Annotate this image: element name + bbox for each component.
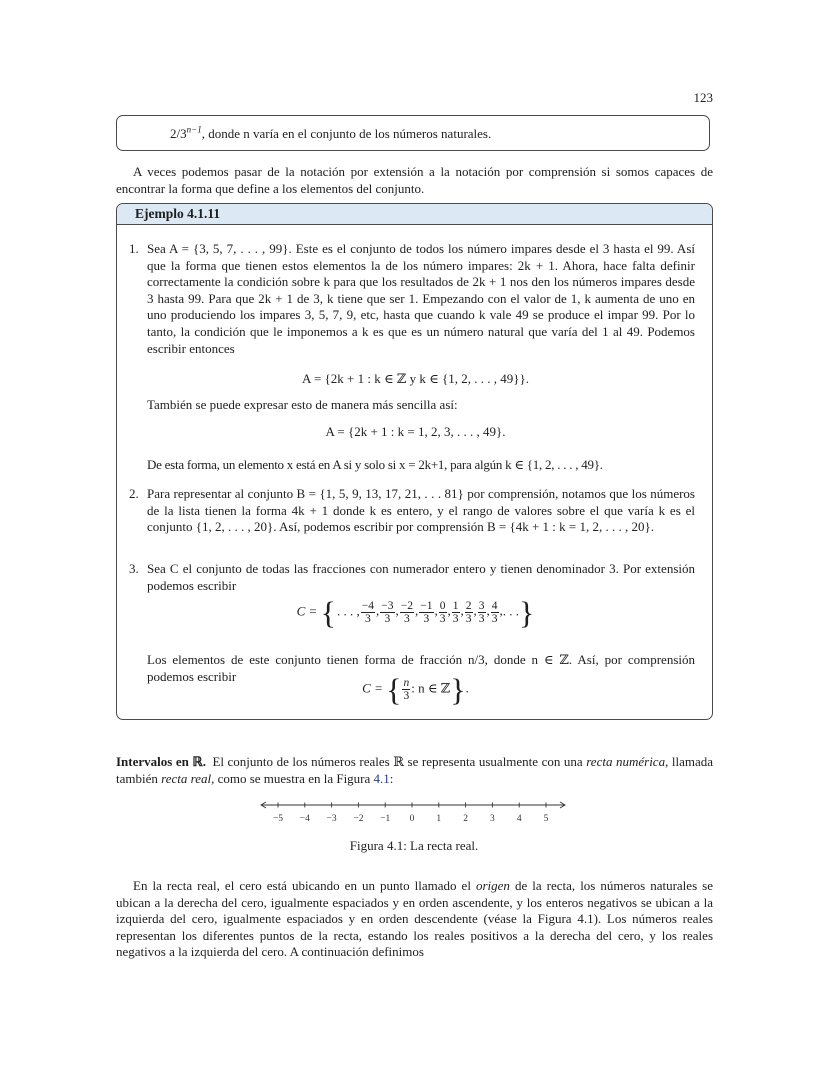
item-1-text-3: De esta forma, un elemento x está en A si y solo si x = 2k+1, para algún k ∈ {1, 2, . . . , 49}.	[147, 457, 603, 472]
example-item-2	[129, 486, 695, 536]
item-1-equation-1: A = {2k + 1 : k ∈ ℤ y k ∈ {1, 2, . . . , 49}}.	[302, 371, 529, 386]
page-number: 123	[693, 90, 713, 105]
fraction: $\frac{1}{3}$	[452, 600, 459, 625]
item-number: 3.	[129, 561, 139, 576]
item-3-text: Sea C el conjunto de todas las fracciones con numerador entero y tienen denominador 3. Por extensión podemos escribir	[147, 561, 695, 593]
item-2-text: Para representar al conjunto B = {1, 5, 9, 13, 17, 21, . . . 81} por comprensión, notamos que los números de la lista tienen la forma 4k + 1 donde k es entero, y el rango de valores sobre el que varía k es el conjunto {1, 2, . . . , 20}. Así, podemos escribir por comprensión B = {4k + 1 : k = 1, 2, . . . , 20}.	[147, 486, 695, 535]
item-number: 2.	[129, 486, 139, 501]
fraction: $\frac{-3}{3}$	[381, 600, 394, 625]
fraction: $\frac{0}{3}$	[439, 600, 446, 625]
term-recta-real: recta real	[161, 770, 212, 786]
intro-paragraph: A veces podemos pasar de la notación por extensión a la notación por comprensión si somos capaces de encontrar la forma que define a los elementos del conjunto.	[116, 164, 713, 196]
fraction: $\frac{3}{3}$	[478, 600, 485, 625]
example-box	[116, 203, 713, 720]
fraction: $\frac{n}{3}$	[403, 677, 410, 702]
tick-label: 4	[516, 814, 522, 824]
item-3-equation-1: C = { . . . , $\frac{-4}{3}$ , $\frac{-3}{3}$ , $\frac{-2}{3}$ , $\frac{-1}{3}$ , $\frac{0}{3}$ , $\frac{1}{3}$ , $\frac{2}{3}$ , $\frac{3}{3}$ , $\frac{4}{3}$ ,. . .}	[296, 594, 535, 631]
item-number: 1.	[129, 241, 139, 256]
item-3-equation-2: C = { $\frac{n}{3}$ : n ∈ ℤ}.	[362, 671, 469, 708]
item-3-text-2: Los elementos de este conjunto tienen forma de fracción n/3, donde n ∈ ℤ. Así, por comprensión podemos escribir	[147, 652, 695, 684]
section-paragraph: Intervalos en ℝ. El conjunto de los números reales ℝ se representa usualmente con una recta numérica, llamada también recta real, como se muestra en la Figura 4.1:	[116, 754, 714, 786]
figure-reference-link[interactable]: 4.1	[373, 770, 390, 786]
term-origen: origen	[475, 878, 510, 893]
item-1-text: Sea A = {3, 5, 7, . . . , 99}. Este es el conjunto de todos los número impares desde el 3 hasta el 99. Así que la forma que tienen estos elementos la de los número impares: 2k + 1. Ahora, hace falta definir correctamente la condición sobre k para que los resultados de 2k + 1 nos den los números impares desde 3 hasta 99. Para que 2k + 1 de 3, k tiene que ser 1. Empezando con el valor de 1, k aumenta de uno en uno produciendo los impares 3, 5, 7, 9, etc, hasta que cuando k vale 49 se produce el impar 99. Por lo tanto, la condición que le imponemos a k es que es un número natural que varía del 1 al 49. Podemos escribir entonces	[147, 241, 695, 356]
tick-label: −1	[380, 814, 391, 824]
example-item-1	[129, 241, 695, 357]
term-recta-numerica: recta numérica	[586, 754, 666, 769]
real-number-line-figure	[258, 799, 568, 829]
tick-label: −3	[326, 814, 337, 824]
item-1-text-2: También se puede expresar esto de manera más sencilla así:	[147, 397, 458, 412]
closing-paragraph: En la recta real, el cero está ubicando en un punto llamado el origen de la recta, los números naturales se ubican a la derecha del cero, igualmente espaciados y en orden ascendente, y los enteros negativos se ubican a la izquierda del cero, igualmente espaciados y en orden descendente (véase la Figura 4.1). Los números reales representan los diferentes puntos de la recta, estando los reales positivos a la derecha del cero, y los reales negativos a la izquierda del cero. A continuación definimos	[116, 878, 713, 960]
tick-label: −4	[299, 814, 310, 824]
tick-label: 2	[463, 814, 468, 824]
tick-label: −5	[272, 814, 284, 824]
fraction: $\frac{-4}{3}$	[361, 600, 375, 625]
tick-label: 1	[436, 814, 442, 824]
figure-caption: Figura 4.1: La recta real.	[349, 838, 479, 853]
tick-label: 3	[490, 814, 495, 824]
fraction: $\frac{4}{3}$	[491, 600, 498, 625]
continued-example-text: $2/3^{n-1}$, donde n varía en el conjunto de los números naturales.	[170, 124, 492, 141]
fraction: $\frac{-1}{3}$	[420, 600, 433, 625]
continued-example-box	[116, 115, 710, 151]
fraction: $\frac{2}{3}$	[465, 600, 472, 625]
tick-label: 0	[409, 814, 415, 824]
example-item-3	[129, 561, 695, 594]
tick-label: −2	[353, 814, 364, 824]
example-title: Ejemplo 4.1.11	[117, 204, 712, 225]
tick-label: 5	[543, 814, 549, 824]
fraction-list: $\frac{-4}{3}$ , $\frac{-3}{3}$ , $\frac{-2}{3}$ , $\frac{-1}{3}$ , $\frac{0}{3}$ , $\frac{1}{3}$ , $\frac{2}{3}$ , $\frac{3}{3}$ , $\frac{4}{3}$ ,	[361, 600, 503, 625]
section-heading: Intervalos en ℝ.	[116, 754, 206, 769]
fraction: $\frac{-2}{3}$	[400, 600, 414, 625]
item-1-equation-2: A = {2k + 1 : k = 1, 2, 3, . . . , 49}.	[325, 424, 506, 439]
